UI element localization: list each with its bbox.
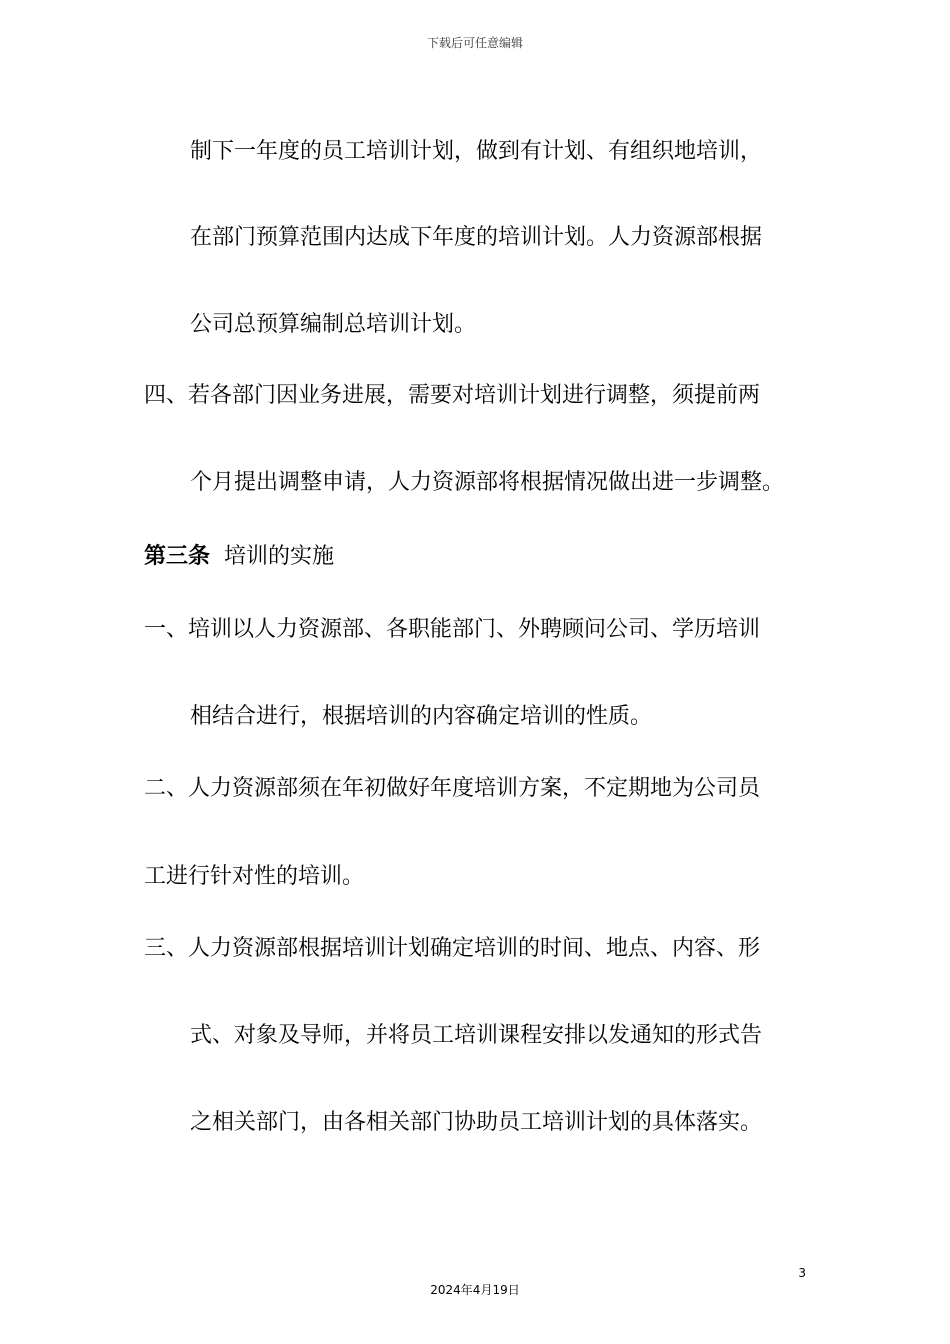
section-title: 培训的实施 [224,544,335,569]
paragraph-line: 在部门预算范围内达成下年度的培训计划。人力资源部根据 [190,225,763,250]
paragraph-line: 个月提出调整申请，人力资源部将根据情况做出进一步调整。 [190,470,785,495]
list-item-one: 一、培训以人力资源部、各职能部门、外聘顾问公司、学历培训 [144,617,761,642]
paragraph-line: 相结合进行，根据培训的内容确定培训的性质。 [190,704,653,729]
paragraph-line: 工进行针对性的培训。 [144,864,365,889]
page-footer-date: 2024年4月19日 [430,1283,520,1297]
paragraph-line: 制下一年度的员工培训计划，做到有计划、有组织地培训， [190,139,763,164]
list-item-two: 二、人力资源部须在年初做好年度培训方案，不定期地为公司员 [144,776,761,801]
section-label: 第三条 [144,544,211,569]
paragraph-line: 之相关部门，由各相关部门协助员工培训计划的具体落实。 [190,1110,763,1135]
paragraph-line: 式、对象及导师，并将员工培训课程安排以发通知的形式告 [190,1023,763,1048]
page-header: 下载后可任意编辑 [426,36,523,50]
section-heading [144,541,334,573]
paragraph-line: 公司总预算编制总培训计划。 [190,312,477,337]
list-item-three: 三、人力资源部根据培训计划确定培训的时间、地点、内容、形 [144,936,761,961]
page-number: 3 [798,1266,806,1280]
list-item-four: 四、若各部门因业务进展，需要对培训计划进行调整，须提前两 [144,383,761,408]
